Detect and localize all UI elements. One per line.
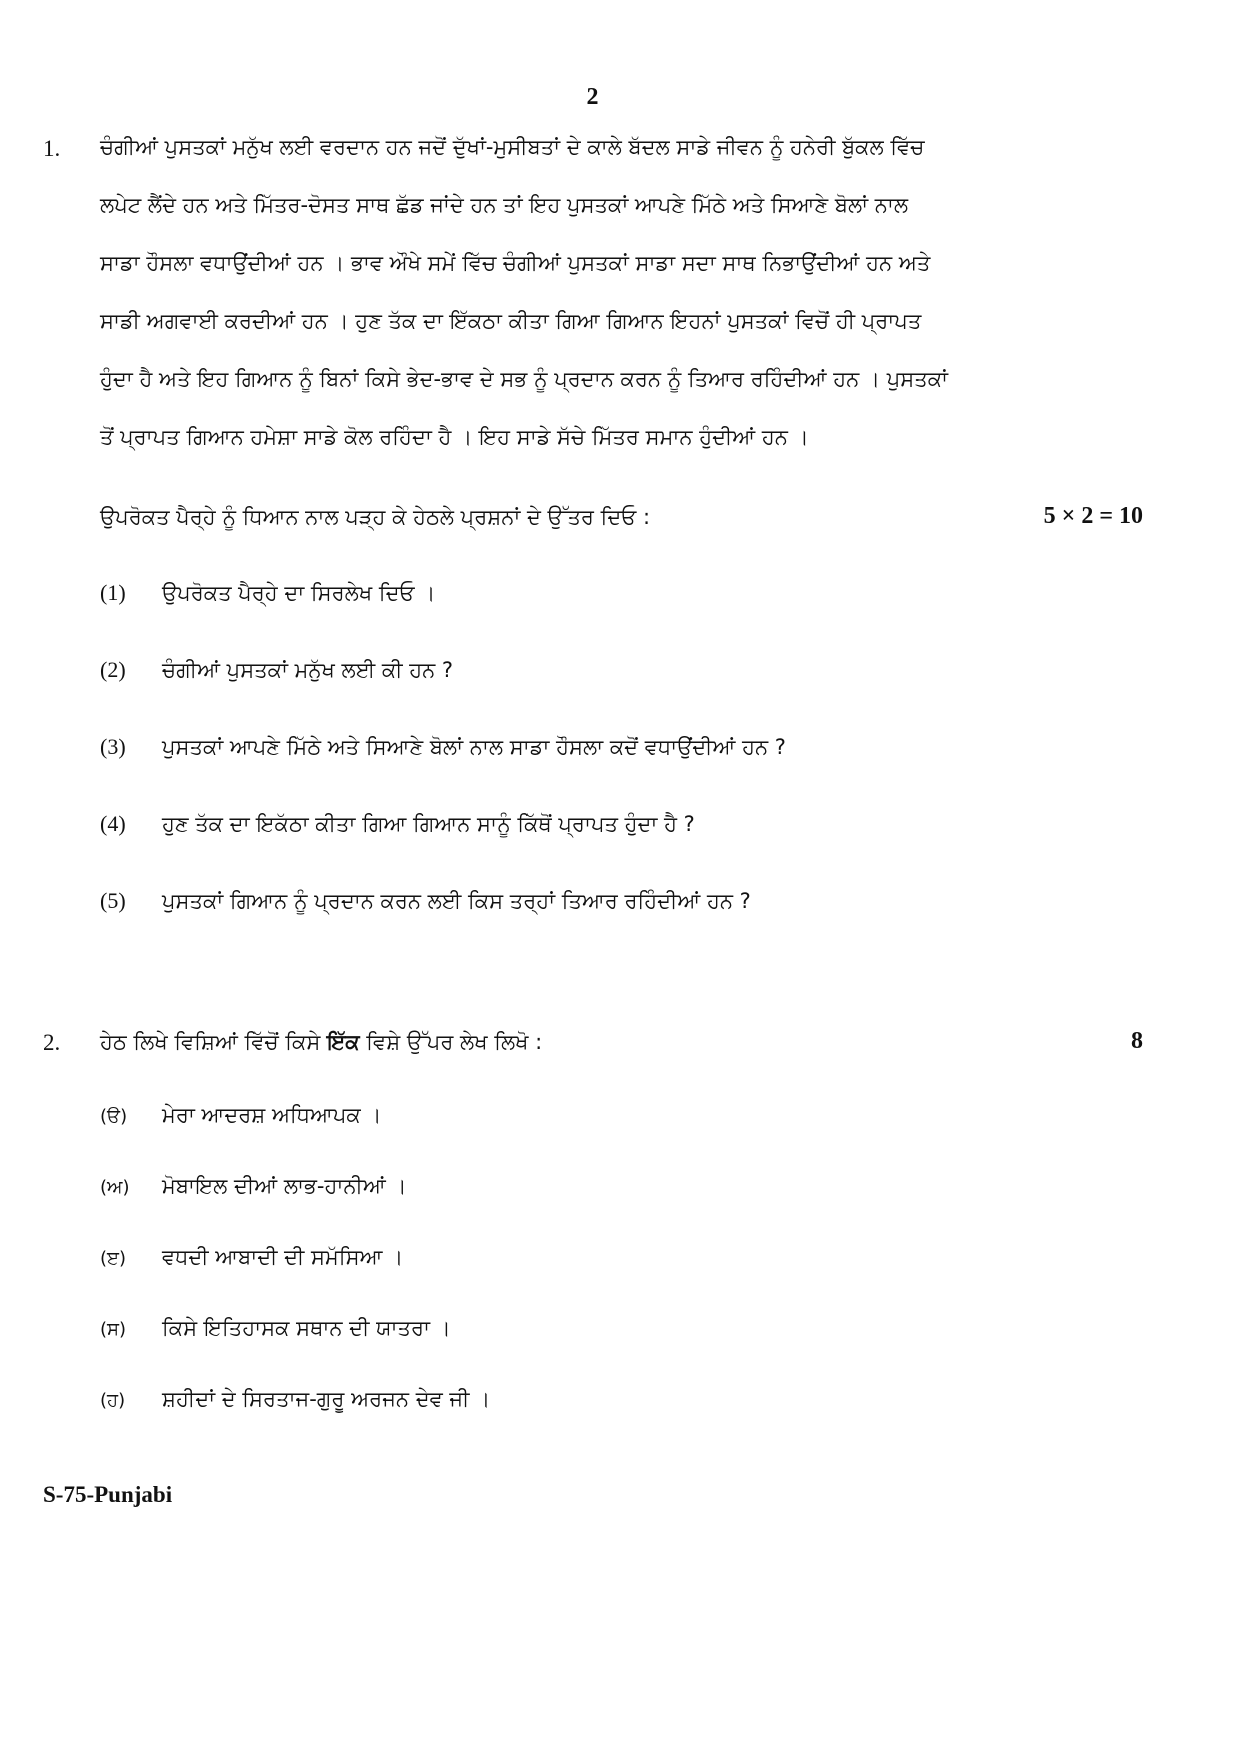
question-2-marks: 8 [1131,1028,1143,1054]
instruction-emphasis: ਇੱਕ [327,1030,360,1054]
instruction-text: ਹੇਠ ਲਿਖੇ ਵਿਸ਼ਿਆਂ ਵਿੱਚੋਂ ਕਿਸੇ [100,1030,328,1054]
sub-question-text: ਪੁਸਤਕਾਂ ਗਿਆਨ ਨੂੰ ਪ੍ਰਦਾਨ ਕਰਨ ਲਈ ਕਿਸ ਤਰ੍ਹਾਂ ਤਿਆਰ ਰਹਿੰਦੀਆਂ ਹਨ ? [162,889,751,913]
essay-topic [100,1103,382,1128]
topic-label: (ਅ) [100,1177,130,1198]
sub-question-text: ਉਪਰੋਕਤ ਪੈਰ੍ਹੇ ਦਾ ਸਿਰਲੇਖ ਦਿਓ । [162,581,436,605]
paragraph-line: ਲਪੇਟ ਲੈਂਦੇ ਹਨ ਅਤੇ ਮਿੱਤਰ-ਦੋਸਤ ਸਾਥ ਛੱਡ ਜਾਂਦੇ ਹਨ ਤਾਂ ਇਹ ਪੁਸਤਕਾਂ ਆਪਣੇ ਮਿੱਠੇ ਅਤੇ ਸਿਆਣੇ ਬੋਲਾਂ ਨਾਲ [100,193,909,217]
sub-question-text: ਚੰਗੀਆਂ ਪੁਸਤਕਾਂ ਮਨੁੱਖ ਲਈ ਕੀ ਹਨ ? [162,658,454,682]
question-1-sub-3 [100,734,786,760]
paper-code-footer: S-75-Punjabi [43,1482,173,1507]
topic-text: ਮੋਬਾਇਲ ਦੀਆਂ ਲਾਭ-ਹਾਨੀਆਂ । [162,1174,407,1198]
topic-text: ਕਿਸੇ ਇਤਿਹਾਸਕ ਸਥਾਨ ਦੀ ਯਾਤਰਾ । [162,1316,451,1340]
essay-topic [100,1387,490,1412]
question-1-number: 1. [43,136,61,161]
question-2-number: 2. [43,1030,61,1055]
sub-question-text: ਪੁਸਤਕਾਂ ਆਪਣੇ ਮਿੱਠੇ ਅਤੇ ਸਿਆਣੇ ਬੋਲਾਂ ਨਾਲ ਸਾਡਾ ਹੌਸਲਾ ਕਦੋਂ ਵਧਾਉਂਦੀਆਂ ਹਨ ? [162,735,786,759]
paragraph-line: ਸਾਡਾ ਹੌਸਲਾ ਵਧਾਉਂਦੀਆਂ ਹਨ । ਭਾਵ ਔਖੇ ਸਮੇਂ ਵਿੱਚ ਚੰਗੀਆਂ ਪੁਸਤਕਾਂ ਸਾਡਾ ਸਦਾ ਸਾਥ ਨਿਭਾਉਂਦੀਆਂ ਹਨ ਅਤੇ [100,251,931,275]
paragraph-line: ਤੋਂ ਪ੍ਰਾਪਤ ਗਿਆਨ ਹਮੇਸ਼ਾ ਸਾਡੇ ਕੋਲ ਰਹਿੰਦਾ ਹੈ । ਇਹ ਸਾਡੇ ਸੱਚੇ ਮਿੱਤਰ ਸਮਾਨ ਹੁੰਦੀਆਂ ਹਨ । [100,425,809,449]
instruction-text: ਵਿਸ਼ੇ ਉੱਪਰ ਲੇਖ ਲਿਖੋ : [359,1030,543,1054]
question-1-instruction: ਉਪਰੋਕਤ ਪੈਰ੍ਹੇ ਨੂੰ ਧਿਆਨ ਨਾਲ ਪੜ੍ਹ ਕੇ ਹੇਠਲੇ ਪ੍ਰਸ਼ਨਾਂ ਦੇ ਉੱਤਰ ਦਿਓ : [100,505,651,529]
question-1-sub-2 [100,657,453,683]
topic-label: (ਹ) [100,1390,126,1411]
question-1-paragraph [100,130,1140,478]
question-1-marks: 5 × 2 = 10 [1043,503,1143,529]
topic-label: (ਸ) [100,1319,127,1340]
paragraph-line: ਸਾਡੀ ਅਗਵਾਈ ਕਰਦੀਆਂ ਹਨ । ਹੁਣ ਤੱਕ ਦਾ ਇੱਕਠਾ ਕੀਤਾ ਗਿਆ ਗਿਆਨ ਇਹਨਾਂ ਪੁਸਤਕਾਂ ਵਿਚੋਂ ਹੀ ਪ੍ਰਾਪਤ [100,309,922,333]
topic-label: (ੳ) [100,1106,128,1127]
page-number: 2 [586,84,599,110]
question-1-sub-4 [100,811,695,837]
topic-text: ਸ਼ਹੀਦਾਂ ਦੇ ਸਿਰਤਾਜ-ਗੁਰੂ ਅਰਜਨ ਦੇਵ ਜੀ । [162,1387,491,1411]
sub-question-label: (5) [100,888,126,913]
paragraph-line: ਚੰਗੀਆਂ ਪੁਸਤਕਾਂ ਮਨੁੱਖ ਲਈ ਵਰਦਾਨ ਹਨ ਜਦੋਂ ਦੁੱਖਾਂ-ਮੁਸੀਬਤਾਂ ਦੇ ਕਾਲੇ ਬੱਦਲ ਸਾਡੇ ਜੀਵਨ ਨੂੰ ਹਨੇਰੀ ਬੁੱਕਲ ਵਿੱਚ [100,135,925,159]
essay-topic [100,1245,403,1270]
topic-text: ਮੇਰਾ ਆਦਰਸ਼ ਅਧਿਆਪਕ । [162,1103,382,1127]
sub-question-label: (4) [100,811,126,836]
question-2-instruction [100,1030,542,1055]
essay-topic [100,1316,451,1341]
topic-text: ਵਧਦੀ ਆਬਾਦੀ ਦੀ ਸਮੱਸਿਆ । [162,1245,404,1269]
sub-question-text: ਹੁਣ ਤੱਕ ਦਾ ਇਕੱਠਾ ਕੀਤਾ ਗਿਆ ਗਿਆਨ ਸਾਨੂੰ ਕਿੱਥੋਂ ਪ੍ਰਾਪਤ ਹੁੰਦਾ ਹੈ ? [162,812,695,836]
essay-topic [100,1174,407,1199]
paragraph-line: ਹੁੰਦਾ ਹੈ ਅਤੇ ਇਹ ਗਿਆਨ ਨੂੰ ਬਿਨਾਂ ਕਿਸੇ ਭੇਦ-ਭਾਵ ਦੇ ਸਭ ਨੂੰ ਪ੍ਰਦਾਨ ਕਰਨ ਨੂੰ ਤਿਆਰ ਰਹਿੰਦੀਆਂ ਹਨ । ਪੁਸਤਕਾਂ [100,367,948,391]
sub-question-label: (1) [100,580,126,605]
topic-label: (ੲ) [100,1248,127,1269]
sub-question-label: (3) [100,734,126,759]
question-1-sub-1 [100,580,435,606]
question-1-sub-5 [100,888,751,914]
sub-question-label: (2) [100,657,126,682]
